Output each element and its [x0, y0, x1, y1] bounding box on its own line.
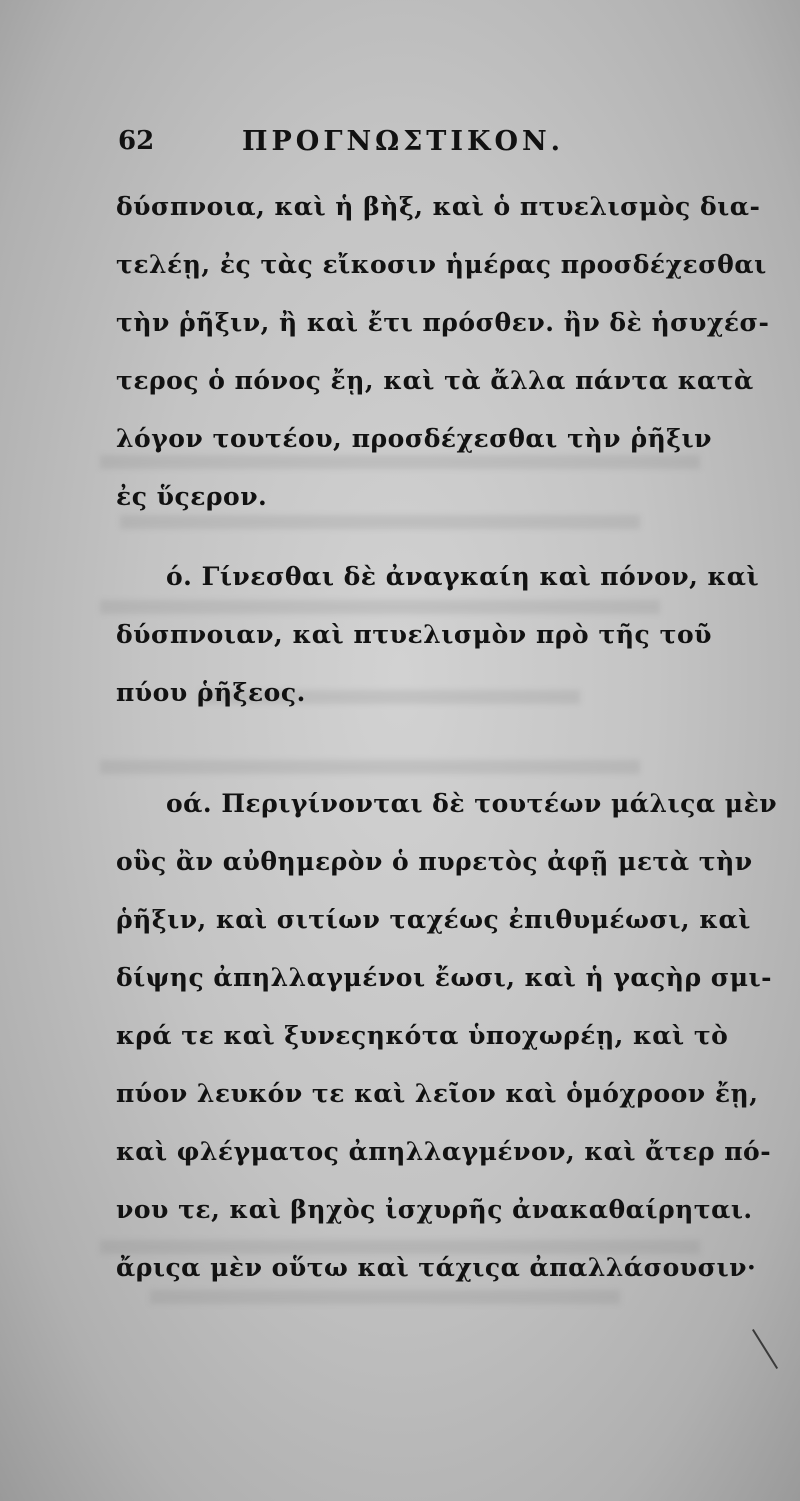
section-71 [116, 775, 778, 1297]
text-line: καὶ φλέγματος ἀπηλλαγμένον, καὶ ἄτερ πό- [116, 1137, 772, 1166]
running-head [118, 126, 678, 166]
text-line: ἄριςα μὲν οὕτω καὶ τάχιςα ἀπαλλάσουσιν· [116, 1253, 757, 1282]
text-line: νου τε, καὶ βηχὸς ἰσχυρῆς ἀνακαθαίρηται. [116, 1195, 753, 1224]
bleed-through-mark [100, 760, 640, 774]
section-70 [116, 548, 760, 722]
paragraph-continued [116, 178, 770, 526]
text-line: κρά τε καὶ ξυνεςηκότα ὑποχωρέῃ, καὶ τὸ [116, 1021, 729, 1050]
text-line: δίψης ἀπηλλαγμένοι ἔωσι, καὶ ἡ γαςὴρ σμι- [116, 963, 773, 992]
text-line: ἐς ὕςερον. [116, 482, 268, 511]
page-number: 62 [118, 126, 155, 156]
text-line: ό. Γίνεσθαι δὲ ἀναγκαίη καὶ πόνον, καὶ [166, 562, 760, 591]
text-line: πύου ῥῆξεος. [116, 678, 306, 707]
text-line: τὴν ῥῆξιν, ἢ καὶ ἔτι πρόσθεν. ἢν δὲ ἡσυχέσ- [116, 308, 770, 337]
text-line: τερος ὁ πόνος ἔῃ, καὶ τὰ ἄλλα πάντα κατὰ [116, 366, 754, 395]
pencil-mark [752, 1329, 778, 1369]
text-line: πύον λευκόν τε καὶ λεῖον καὶ ὁμόχροον ἔῃ, [116, 1079, 759, 1108]
text-line: οὓς ἂν αὐθημερὸν ὁ πυρετὸς ἀφῇ μετὰ τὴν [116, 847, 753, 876]
text-line: λόγον τουτέου, προσδέχεσθαι τὴν ῥῆξιν [116, 424, 712, 453]
text-line: τελέῃ, ἐς τὰς εἴκοσιν ἡμέρας προσδέχεσθαι [116, 250, 767, 279]
text-line: δύσπνοια, καὶ ἡ βὴξ, καὶ ὁ πτυελισμὸς δια- [116, 192, 761, 221]
text-line: οά. Περιγίνονται δὲ τουτέων μάλιςα μὲν [166, 789, 778, 818]
page-title: ΠΡΟΓΝΩΣΤΙΚΟΝ. [242, 126, 565, 157]
text-line: ῥῆξιν, καὶ σιτίων ταχέως ἐπιθυμέωσι, καὶ [116, 905, 751, 934]
text-line: δύσπνοιαν, καὶ πτυελισμὸν πρὸ τῆς τοῦ [116, 620, 712, 649]
